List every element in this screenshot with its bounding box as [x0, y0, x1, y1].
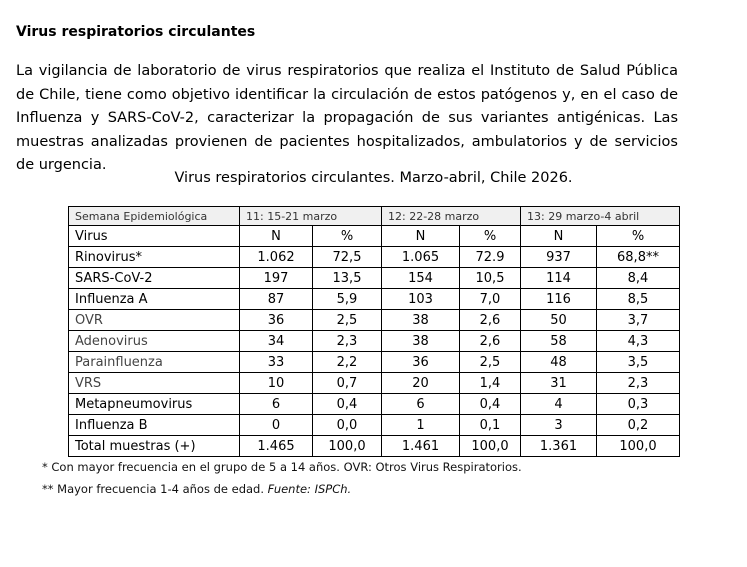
cell-value: 10	[240, 373, 313, 394]
cell-value: 2,5	[460, 352, 521, 373]
cell-value: 0,2	[597, 415, 680, 436]
cell-value: 1.465	[240, 436, 313, 457]
cell-value: 4	[521, 394, 597, 415]
cell-value: 20	[382, 373, 460, 394]
virus-name: Influenza A	[69, 289, 240, 310]
cell-value: 0,7	[313, 373, 382, 394]
cell-value: 937	[521, 247, 597, 268]
cell-value: 5,9	[313, 289, 382, 310]
footnote-1: * Con mayor frecuencia en el grupo de 5 a 14 años. OVR: Otros Virus Respiratorios.	[42, 460, 522, 474]
cell-value: 1.361	[521, 436, 597, 457]
cell-value: 0,4	[313, 394, 382, 415]
cell-value: 72.9	[460, 247, 521, 268]
table-row	[69, 373, 680, 394]
cell-value: 100,0	[460, 436, 521, 457]
cell-value: 8,4	[597, 268, 680, 289]
cell-value: 13,5	[313, 268, 382, 289]
col-header: %	[313, 226, 382, 247]
footnote-source: Fuente: ISPCh.	[267, 482, 352, 496]
virus-table	[68, 206, 680, 457]
cell-value: 3,7	[597, 310, 680, 331]
virus-name: Adenovirus	[69, 331, 240, 352]
column-header-row	[69, 226, 680, 247]
virus-name: Parainfluenza	[69, 352, 240, 373]
table-row	[69, 247, 680, 268]
cell-value: 2,2	[313, 352, 382, 373]
cell-value: 34	[240, 331, 313, 352]
cell-value: 4,3	[597, 331, 680, 352]
cell-value: 1	[382, 415, 460, 436]
table-row	[69, 310, 680, 331]
cell-value: 3,5	[597, 352, 680, 373]
table-row	[69, 268, 680, 289]
cell-value: 36	[240, 310, 313, 331]
cell-value: 154	[382, 268, 460, 289]
table-row	[69, 394, 680, 415]
table-caption: Virus respiratorios circulantes. Marzo-abril, Chile 2026.	[174, 170, 573, 186]
table-row	[69, 352, 680, 373]
cell-value: 100,0	[313, 436, 382, 457]
cell-value: 6	[382, 394, 460, 415]
cell-value: 0,0	[313, 415, 382, 436]
cell-value: 2,3	[597, 373, 680, 394]
intro-paragraph: La vigilancia de laboratorio de virus respiratorios que realiza el Instituto de Salud Pública de Chile, tiene como objetivo identificar la circulación de estos patógenos y, en el caso de Influenza y SARS-CoV-2, caracterizar la propagación de sus variantes antigénicas. Las muestras analizadas provienen de pacientes hospitalizados, ambulatorios y de servicios de urgencia.	[16, 63, 678, 173]
virus-name: Metapneumovirus	[69, 394, 240, 415]
cell-value: 3	[521, 415, 597, 436]
cell-value: 72,5	[313, 247, 382, 268]
virus-name: Rinovirus*	[69, 247, 240, 268]
cell-value: 2,6	[460, 331, 521, 352]
cell-value: 38	[382, 331, 460, 352]
table-row	[69, 331, 680, 352]
col-header: %	[460, 226, 521, 247]
cell-value: 103	[382, 289, 460, 310]
cell-value: 116	[521, 289, 597, 310]
col-header: N	[240, 226, 313, 247]
week-13: 13: 29 marzo-4 abril	[521, 207, 680, 226]
cell-value: 1.062	[240, 247, 313, 268]
cell-value: 6	[240, 394, 313, 415]
virus-name: VRS	[69, 373, 240, 394]
cell-value: 1.065	[382, 247, 460, 268]
cell-value: 87	[240, 289, 313, 310]
col-header: %	[597, 226, 680, 247]
cell-value: 50	[521, 310, 597, 331]
cell-value: 31	[521, 373, 597, 394]
cell-value: 114	[521, 268, 597, 289]
virus-header: Virus	[69, 226, 240, 247]
week-11: 11: 15-21 marzo	[240, 207, 382, 226]
cell-value: 68,8**	[597, 247, 680, 268]
cell-value: 2,5	[313, 310, 382, 331]
cell-value: 38	[382, 310, 460, 331]
cell-value: 0,3	[597, 394, 680, 415]
col-header: N	[382, 226, 460, 247]
cell-value: 7,0	[460, 289, 521, 310]
week-header-row	[69, 207, 680, 226]
section-title: Virus respiratorios circulantes	[16, 24, 256, 40]
cell-value: 58	[521, 331, 597, 352]
cell-value: 2,6	[460, 310, 521, 331]
cell-value: 8,5	[597, 289, 680, 310]
table-row	[69, 415, 680, 436]
footnote-2-text: ** Mayor frecuencia 1-4 años de edad.	[42, 482, 268, 496]
table-row	[69, 289, 680, 310]
cell-value: 33	[240, 352, 313, 373]
cell-value: 0,1	[460, 415, 521, 436]
cell-value: 1.461	[382, 436, 460, 457]
virus-name: Influenza B	[69, 415, 240, 436]
cell-value: 0	[240, 415, 313, 436]
cell-value: 1,4	[460, 373, 521, 394]
virus-name: OVR	[69, 310, 240, 331]
cell-value: 100,0	[597, 436, 680, 457]
col-header: N	[521, 226, 597, 247]
cell-value: 0,4	[460, 394, 521, 415]
virus-name: SARS-CoV-2	[69, 268, 240, 289]
week-12: 12: 22-28 marzo	[382, 207, 521, 226]
cell-value: 2,3	[313, 331, 382, 352]
table-row	[69, 436, 680, 457]
virus-name: Total muestras (+)	[69, 436, 240, 457]
week-header: Semana Epidemiológica	[69, 207, 240, 226]
cell-value: 197	[240, 268, 313, 289]
footnote-2	[42, 482, 351, 496]
cell-value: 10,5	[460, 268, 521, 289]
cell-value: 48	[521, 352, 597, 373]
cell-value: 36	[382, 352, 460, 373]
